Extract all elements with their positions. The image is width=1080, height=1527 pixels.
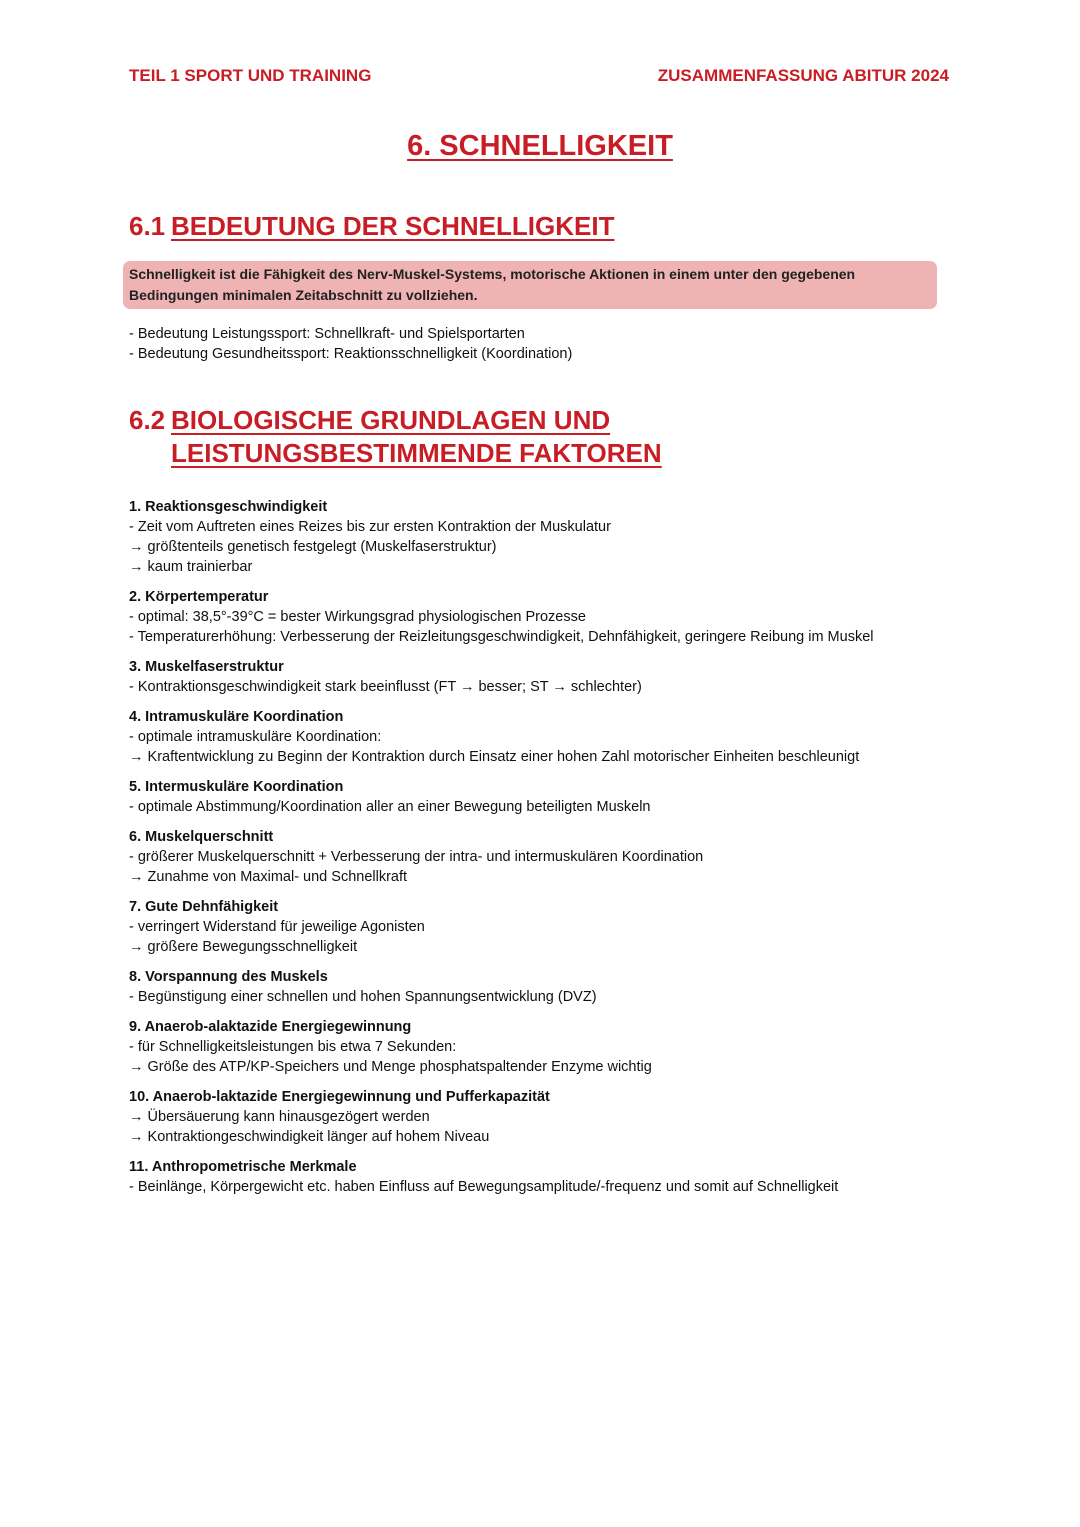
factor-line: → Kraftentwicklung zu Beginn der Kontraktion durch Einsatz einer hohen Zahl motorischer Einheiten beschleunigt (129, 749, 860, 765)
point-gesundheitssport: - Bedeutung Gesundheitssport: Reaktionsschnelligkeit (Koordination) (129, 346, 573, 362)
factor-title: 10. Anaerob-laktazide Energiegewinnung und Pufferkapazität (129, 1089, 550, 1105)
section-1-title: BEDEUTUNG DER SCHNELLIGKEIT (171, 211, 615, 241)
factor-line: - für Schnelligkeitsleistungen bis etwa 7 Sekunden: (129, 1039, 457, 1055)
section-2-title: BIOLOGISCHE GRUNDLAGEN UND LEISTUNGSBESTIMMENDE FAKTOREN (171, 405, 662, 468)
factor-title: 1. Reaktionsgeschwindigkeit (129, 499, 328, 515)
factor-line: - Temperaturerhöhung: Verbesserung der Reizleitungsgeschwindigkeit, Dehnfähigkeit, geringere Reibung im Muskel (129, 629, 874, 645)
section-1-number: 6.1 (129, 211, 166, 241)
factor-title: 2. Körpertemperatur (129, 589, 269, 605)
factor-line: - Beinlänge, Körpergewicht etc. haben Einfluss auf Bewegungsamplitude/-frequenz und somit auf Schnelligkeit (129, 1179, 839, 1195)
header-right: ZUSAMMENFASSUNG ABITUR 2024 (657, 66, 949, 85)
factor-item (129, 497, 959, 577)
factor-list (129, 497, 959, 1207)
factor-title: 5. Intermuskuläre Koordination (129, 779, 344, 795)
page-title (0, 130, 1080, 163)
section-2-number: 6.2 (129, 405, 166, 435)
factor-line: → Zunahme von Maximal- und Schnellkraft (129, 869, 408, 885)
factor-line: → Kontraktiongeschwindigkeit länger auf hohem Niveau (129, 1129, 490, 1145)
factor-item (129, 1157, 959, 1197)
factor-line: - optimale intramuskuläre Koordination: (129, 729, 382, 745)
factor-item (129, 1087, 959, 1147)
factor-line: - Kontraktionsgeschwindigkeit stark beeinflusst (FT → besser; ST → schlechter) (129, 679, 642, 695)
factor-title: 9. Anaerob-alaktazide Energiegewinnung (129, 1019, 412, 1035)
factor-line: → kaum trainierbar (129, 559, 253, 575)
section-2-heading (129, 404, 949, 470)
factor-item (129, 827, 959, 887)
factor-title: 11. Anthropometrische Merkmale (129, 1159, 357, 1175)
factor-item (129, 1017, 959, 1077)
factor-item (129, 707, 959, 767)
factor-item (129, 967, 959, 1007)
factor-line: - größerer Muskelquerschnitt + Verbesserung der intra- und intermuskulären Koordination (129, 849, 704, 865)
factor-title: 4. Intramuskuläre Koordination (129, 709, 344, 725)
factor-title: 6. Muskelquerschnitt (129, 829, 274, 845)
factor-title: 3. Muskelfaserstruktur (129, 659, 284, 675)
factor-item (129, 657, 959, 697)
factor-line: - Zeit vom Auftreten eines Reizes bis zur ersten Kontraktion der Muskulatur (129, 519, 611, 535)
section-1-heading (129, 210, 949, 243)
factor-line: → größtenteils genetisch festgelegt (Muskelfaserstruktur) (129, 539, 497, 555)
factor-item (129, 587, 959, 647)
factor-item (129, 897, 959, 957)
section-1-points (129, 324, 572, 364)
factor-line: - Begünstigung einer schnellen und hohen Spannungsentwicklung (DVZ) (129, 989, 597, 1005)
definition-box: Schnelligkeit ist die Fähigkeit des Nerv-Muskel-Systems, motorische Aktionen in einem unter den gegebenen Bedingungen minimalen Zeitabschnitt zu vollziehen. (123, 261, 937, 309)
point-leistungssport: - Bedeutung Leistungssport: Schnellkraft- und Spielsportarten (129, 326, 525, 342)
factor-item (129, 777, 959, 817)
factor-line: - optimale Abstimmung/Koordination aller an einer Bewegung beteiligten Muskeln (129, 799, 651, 815)
factor-line: - optimal: 38,5°-39°C = bester Wirkungsgrad physiologischen Prozesse (129, 609, 586, 625)
header-left: TEIL 1 SPORT UND TRAINING (129, 66, 372, 85)
factor-line: - verringert Widerstand für jeweilige Agonisten (129, 919, 425, 935)
factor-title: 7. Gute Dehnfähigkeit (129, 899, 279, 915)
factor-line: → Übersäuerung kann hinausgezögert werden (129, 1109, 430, 1125)
factor-line: → Größe des ATP/KP-Speichers und Menge phosphatspaltender Enzyme wichtig (129, 1059, 652, 1075)
page-title-text: 6. SCHNELLIGKEIT (407, 130, 673, 162)
factor-line: → größere Bewegungsschnelligkeit (129, 939, 358, 955)
factor-title: 8. Vorspannung des Muskels (129, 969, 328, 985)
